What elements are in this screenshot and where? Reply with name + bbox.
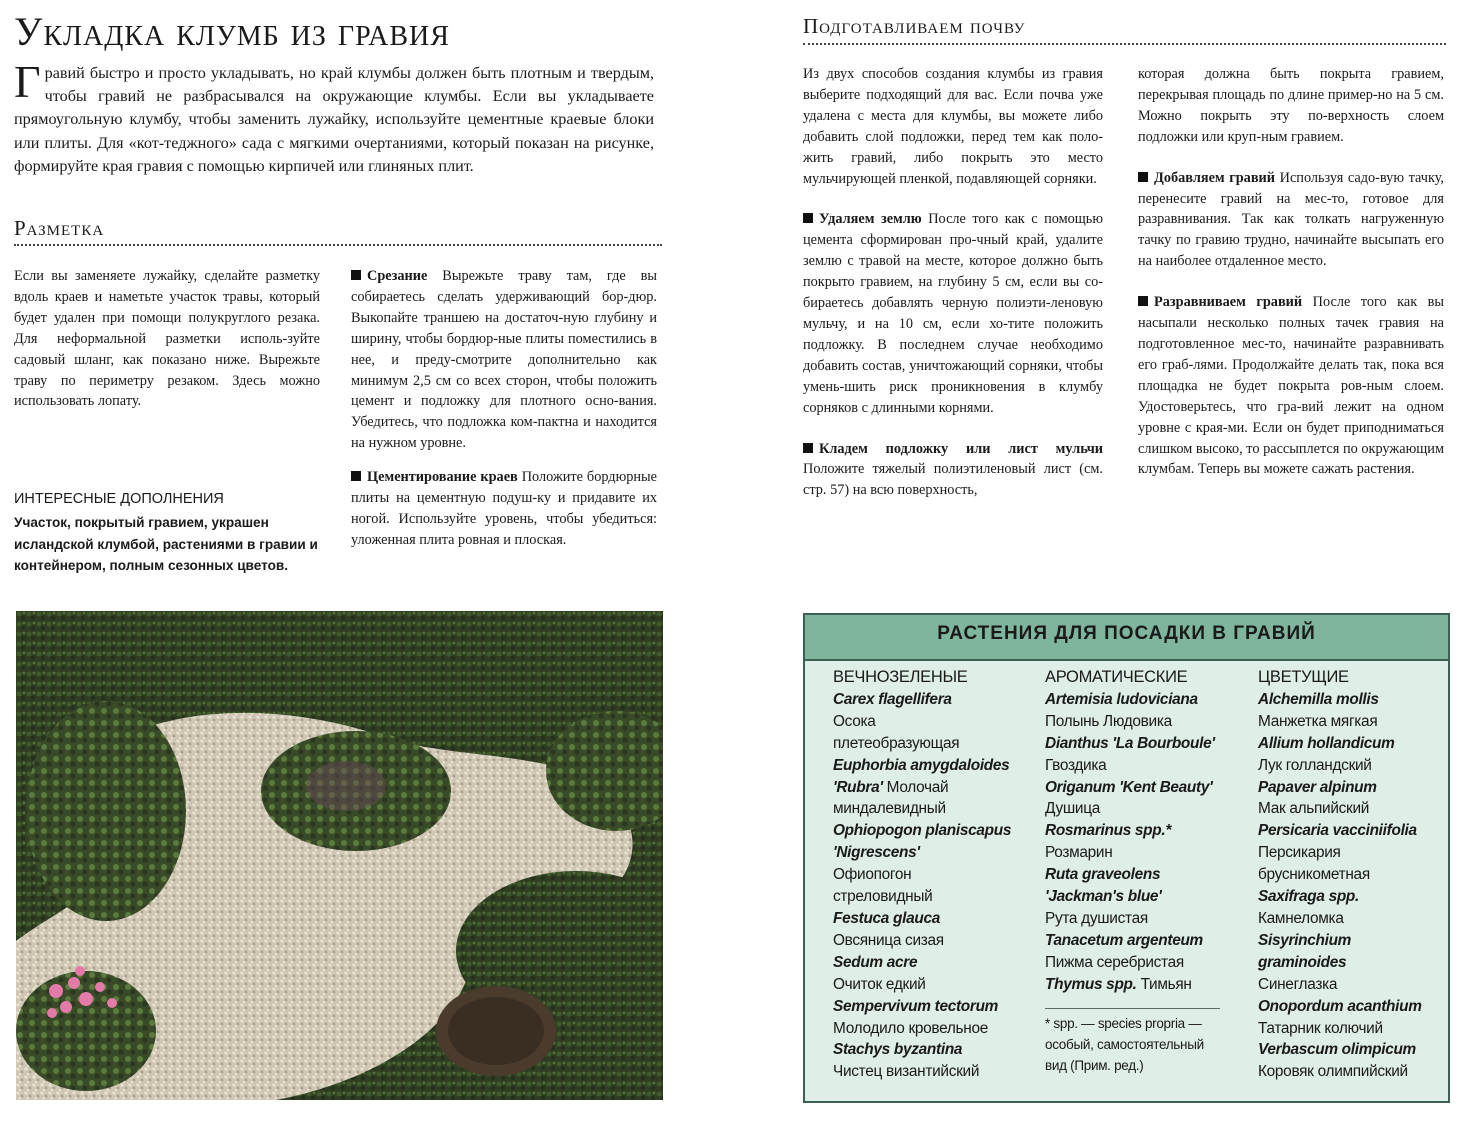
marking-heading: Разметка — [14, 216, 105, 240]
footnote-line: вид (Прим. ред.) — [1045, 1057, 1144, 1073]
plant-line — [1258, 798, 1443, 820]
plant-line — [833, 777, 1033, 799]
plant-latin-name: Sisyrinchium — [1258, 931, 1352, 949]
page-title: Укладка клумб из гравия — [14, 9, 450, 54]
plant-line — [1258, 733, 1443, 755]
plant-common-name: Гвоздика — [1045, 756, 1107, 774]
plant-line — [1258, 755, 1443, 777]
plant-line — [1045, 777, 1245, 799]
plant-line — [833, 952, 1033, 974]
caption-title: ИНТЕРЕСНЫЕ ДОПОЛНЕНИЯ — [14, 491, 224, 507]
level-text: После того как вы насыпали несколько полных тачек гравия на подготовленное мес-то, начинайте разравнивать его граб-лями. Продолжайте делать так, пока вся площадка не будет покрыта ров-ным слоем. Удостоверьтесь, что гра-вий лежит на одном уровне с края-ми. Если он будет приподниматься слишком высоко, то рассыплется по окружающим клумбам. Теперь вы можете сажать растения. — [1138, 294, 1444, 478]
column-header: ЦВЕТУЩИЕ — [1258, 668, 1349, 686]
plant-common-name: Овсяница сизая — [833, 931, 944, 949]
plant-latin-name: Stachys byzantina — [833, 1041, 963, 1059]
plant-common-name: Камнеломка — [1258, 909, 1344, 927]
plant-line — [1045, 711, 1245, 733]
remove-paragraph — [803, 209, 1103, 418]
marking-divider — [14, 244, 662, 246]
lay-label: Кладем подложку или лист мульчи — [819, 440, 1103, 457]
plant-common-name: стреловидный — [833, 888, 933, 906]
intro-paragraph — [14, 56, 654, 178]
plant-common-name: Рута душистая — [1045, 909, 1148, 927]
plant-latin-name: Saxifraga spp. — [1258, 888, 1360, 906]
plant-line — [1258, 974, 1443, 996]
plant-list — [1258, 689, 1443, 1083]
plant-line — [1045, 733, 1245, 755]
cut-paragraph — [351, 266, 657, 454]
plant-common-name: Персикария — [1258, 844, 1341, 862]
plant-line — [1258, 842, 1443, 864]
plant-common-name: Тимьян — [1136, 975, 1192, 993]
plant-latin-name: Sedum acre — [833, 953, 918, 971]
plant-line — [1045, 820, 1245, 842]
plant-line — [833, 996, 1033, 1018]
level-paragraph — [1138, 292, 1444, 480]
soil-intro: Из двух способов создания клумбы из гравия выберите подходящий для вас. Если почва уже удалена с места для клумбы, вы можете либо добавить слой подложки, перед тем как поло-жить гравий, либо покрыть это место мульчирующей пленкой, подавляющей сорняки. — [803, 66, 1103, 187]
plant-line — [833, 1018, 1033, 1040]
plant-line — [1258, 886, 1443, 908]
plant-common-name: Молодило кровельное — [833, 1019, 988, 1037]
plant-line — [1258, 1061, 1443, 1083]
plant-line — [833, 974, 1033, 996]
plant-line — [833, 1061, 1033, 1083]
drop-cap: Г — [14, 56, 41, 107]
plant-latin-name: Persicaria vacciniifolia — [1258, 822, 1417, 840]
plant-line — [1258, 689, 1443, 711]
bullet-square-icon — [803, 443, 813, 453]
plant-latin-name: Euphorbia amygdaloides — [833, 756, 1010, 774]
plant-list — [833, 689, 1033, 1083]
bullet-square-icon — [803, 213, 813, 223]
plant-line — [833, 886, 1033, 908]
cement-text: Положите бордюрные плиты на цементную подуш-ку и придавите их ногой. Используйте уровень, чтобы убедиться: уложенная плита ровная и плоская. — [351, 469, 658, 548]
plant-common-name: Молочай — [882, 778, 949, 796]
cut-label: Срезание — [367, 268, 428, 284]
plant-line — [833, 733, 1033, 755]
plant-list — [1045, 689, 1245, 996]
plant-common-name: брусникометная — [1258, 866, 1370, 884]
plant-line — [833, 798, 1033, 820]
bullet-square-icon — [1138, 296, 1148, 306]
cut-text: Вырежьте траву там, где вы собираетесь сделать удерживающий бор-дюр. Выкопайте траншею на достаточ-ную глубину и ширину, чтобы бордюр-ные плиты поместились в нее, и преду-смотрите дополнительно как минимум 2,5 см со всех сторон, чтобы положить цемент и подложку для плотного осно-вания. Убедитесь, что подложка ком-пактна и находится на нужном уровне. — [351, 268, 657, 452]
plant-line — [1258, 820, 1443, 842]
plant-line — [1258, 1039, 1443, 1061]
plant-common-name: Душица — [1045, 800, 1100, 818]
plant-common-name: Пижма серебристая — [1045, 953, 1184, 971]
plant-latin-name: Carex flagellifera — [833, 690, 952, 708]
plant-line — [833, 755, 1033, 777]
footnote — [1045, 1013, 1245, 1076]
plant-line — [1045, 689, 1245, 711]
plant-latin-name: Allium hollandicum — [1258, 734, 1395, 752]
plant-common-name: Полынь Людовика — [1045, 712, 1172, 730]
soil-column-2 — [1138, 64, 1444, 480]
plants-column-flowering — [1258, 667, 1443, 1083]
plant-common-name: миндалевидный — [833, 800, 946, 818]
plant-line — [1258, 864, 1443, 886]
plant-latin-name: Artemisia ludoviciana — [1045, 690, 1198, 708]
plant-line — [833, 930, 1033, 952]
plant-common-name: плетеобразующая — [833, 734, 960, 752]
plant-line — [1045, 908, 1245, 930]
plant-common-name: Синеглазка — [1258, 975, 1338, 993]
plant-line — [1258, 1018, 1443, 1040]
plant-line — [833, 842, 1033, 864]
cement-label: Цементирование краев — [367, 469, 518, 486]
remove-label: Удаляем землю — [819, 211, 922, 228]
plant-common-name: Манжетка мягкая — [1258, 712, 1378, 730]
plant-line — [1045, 755, 1245, 777]
soil-heading: Подготавливаем почву — [803, 14, 1026, 38]
plant-line — [1258, 996, 1443, 1018]
plant-line — [1045, 798, 1245, 820]
plant-line — [1258, 777, 1443, 799]
gravel-garden-photo — [16, 611, 663, 1100]
plant-latin-name: Origanum 'Kent Beauty' — [1045, 778, 1213, 796]
plant-line — [833, 1039, 1033, 1061]
plant-common-name: Коровяк олимпийский — [1258, 1063, 1408, 1081]
add-paragraph — [1138, 168, 1444, 273]
plant-latin-name: Onopordum acanthium — [1258, 997, 1422, 1015]
column-header: АРОМАТИЧЕСКИЕ — [1045, 668, 1188, 686]
lay-paragraph — [803, 439, 1103, 502]
plant-line — [833, 908, 1033, 930]
lay-continued: которая должна быть покрыта гравием, перекрывая площадь по длине пример-но на 5 см. Можно покрыть эту по-верхность слоем подложки или круп-ным гравием. — [1138, 66, 1444, 145]
bullet-square-icon — [351, 270, 361, 280]
plant-latin-name: Ruta graveolens — [1045, 866, 1161, 884]
column-header: ВЕЧНОЗЕЛЕНЫЕ — [833, 668, 968, 686]
marking-left-text: Если вы заменяете лужайку, сделайте разметку вдоль краев и наметьте участок травы, который будет удален при помощи полукруглого резака. Для неформальной разметки исполь-зуйте садовый шланг, как показано ниже. Вырежьте траву по периметру резаком. Здесь можно использовать лопату. — [14, 268, 320, 410]
bullet-square-icon — [351, 471, 361, 481]
soil-column-1 — [803, 64, 1103, 501]
plant-line — [1258, 908, 1443, 930]
plants-table — [803, 613, 1450, 1103]
plant-latin-name: 'Nigrescens' — [833, 844, 920, 862]
remove-text: После того как с помощью цемента сформирован про-чный край, удалите землю с травой на месте, которое должно быть покрыто гравием, на глубину 5 см, если вы со-бираетесь добавлять черную полиэти-леновую мульчу, и на 10 см, если хо-тите положить подложку. В последнем случае необходимо добавить состав, уничтожающий сорняки, чтобы умень-шить риск проникновения в клумбу сорняков с длинными корнями. — [803, 211, 1103, 416]
plant-common-name: Очиток едкий — [833, 975, 926, 993]
caption-text: Участок, покрытый гравием, украшен исландской клумбой, растениями в гравии и контейнером, полным сезонных цветов. — [14, 515, 318, 573]
plants-column-aromatic — [1045, 667, 1245, 1076]
plant-latin-name: Ophiopogon planiscapus — [833, 822, 1012, 840]
plant-common-name: Лук голландский — [1258, 756, 1372, 774]
plant-latin-name: Tanacetum argenteum — [1045, 931, 1203, 949]
lay-text: Положите тяжелый полиэтиленовый лист (см. стр. 57) на всю поверхность, — [803, 461, 1103, 499]
plant-common-name: Розмарин — [1045, 844, 1113, 862]
plant-line — [1045, 842, 1245, 864]
plant-line — [1258, 930, 1443, 952]
intro-text: равий быстро и просто укладывать, но край клумбы должен быть плотным и твердым, чтобы гравий не разбрасывался на окружающие клумбы. Если вы укладываете прямоугольную клумбу, чтобы заменить лужайку, используйте цементные краевые блоки или плиты. Для «кот-теджного» сада с мягкими очертаниями, который показан на рисунке, формируйте края гравия с помощью кирпичей или глиняных плит. — [14, 64, 654, 175]
plant-common-name: Мак альпийский — [1258, 800, 1370, 818]
plant-common-name: Чистец византийский — [833, 1063, 980, 1081]
plant-latin-name: Alchemilla mollis — [1258, 690, 1379, 708]
plant-line — [1258, 952, 1443, 974]
plant-latin-name: 'Rubra' — [833, 778, 883, 796]
cement-paragraph — [351, 467, 657, 551]
footnote-divider — [1045, 1008, 1220, 1009]
plant-line — [833, 689, 1033, 711]
plant-line — [1045, 952, 1245, 974]
plant-line — [1045, 864, 1245, 886]
plant-line — [833, 820, 1033, 842]
plant-line — [1045, 974, 1245, 996]
plant-latin-name: Festuca glauca — [833, 909, 940, 927]
footnote-line: особый, самостоятельный — [1045, 1036, 1204, 1052]
level-label: Разравниваем гравий — [1154, 294, 1303, 311]
add-label: Добавляем гравий — [1154, 169, 1276, 186]
plant-line — [1258, 711, 1443, 733]
add-text: Используя садо-вую тачку, перенесите гравий на мес-то, готовое для разравнивания. Так как толкать нагруженную тачку по гравию трудно, начинайте высыпать его на наиболее отдаленное место. — [1138, 169, 1445, 270]
plants-column-evergreen — [833, 667, 1033, 1083]
soil-divider — [803, 43, 1446, 45]
plant-latin-name: Papaver alpinum — [1258, 778, 1377, 796]
plant-latin-name: Verbascum olimpicum — [1258, 1041, 1416, 1059]
bullet-square-icon — [1138, 172, 1148, 182]
plant-latin-name: graminoides — [1258, 953, 1347, 971]
plant-latin-name: 'Jackman's blue' — [1045, 888, 1162, 906]
plant-latin-name: Rosmarinus spp.* — [1045, 822, 1172, 840]
plant-common-name: Татарник колючий — [1258, 1019, 1383, 1037]
plant-common-name: Офиопогон — [833, 866, 912, 884]
plant-latin-name: Thymus spp. — [1045, 975, 1137, 993]
plant-line — [833, 864, 1033, 886]
plant-latin-name: Dianthus 'La Bourboule' — [1045, 734, 1215, 752]
plant-line — [1045, 886, 1245, 908]
plant-line — [1045, 930, 1245, 952]
plant-line — [833, 711, 1033, 733]
plant-common-name: Осока — [833, 712, 876, 730]
marking-right-column — [351, 266, 657, 551]
plant-latin-name: Sempervivum tectorum — [833, 997, 999, 1015]
plants-table-heading: РАСТЕНИЯ ДЛЯ ПОСАДКИ В ГРАВИЙ — [805, 615, 1448, 661]
footnote-line: * spp. — species propria — — [1045, 1015, 1202, 1031]
